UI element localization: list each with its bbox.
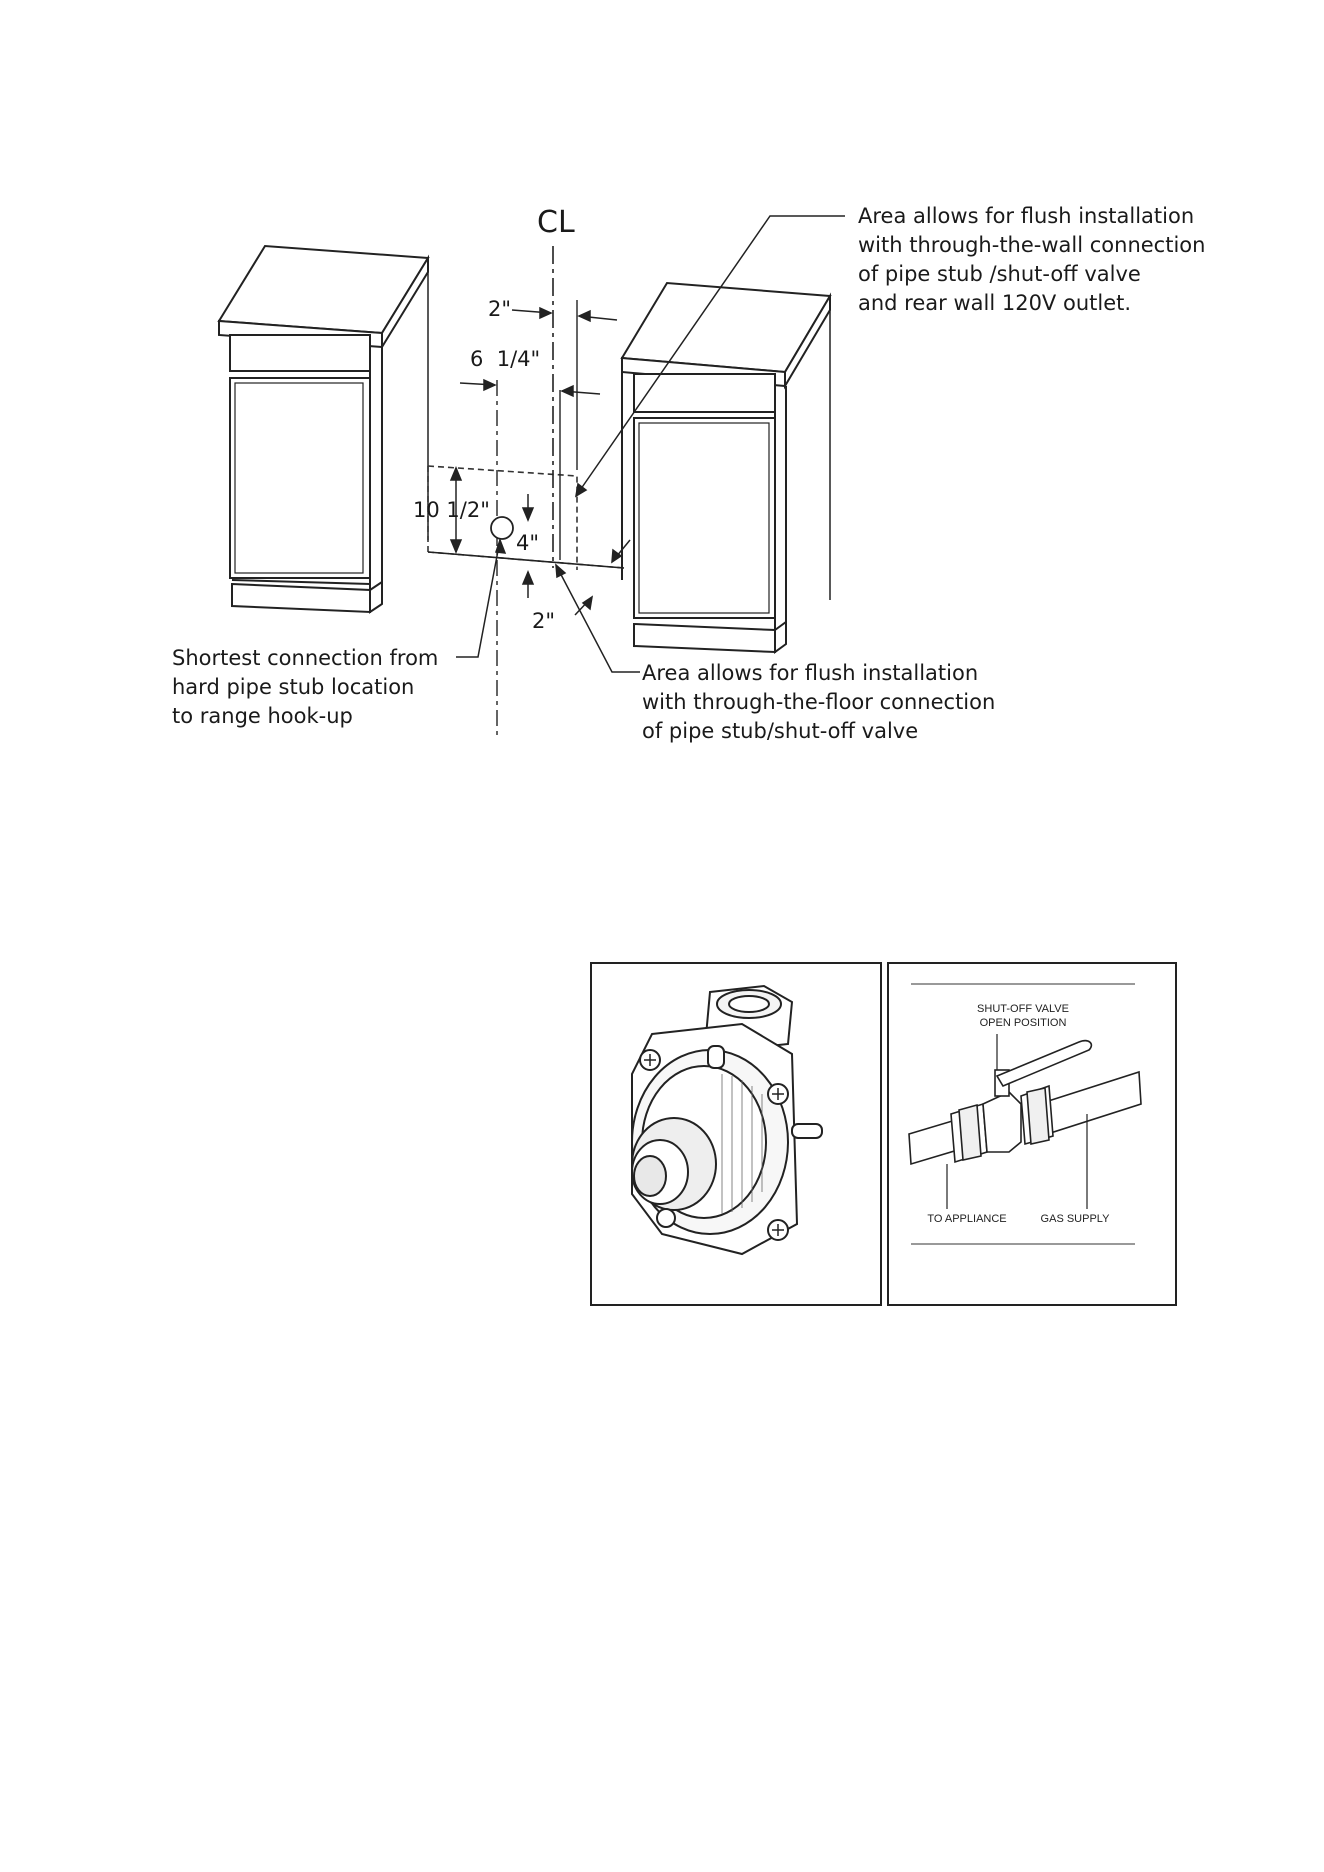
to-appliance-label: TO APPLIANCE (927, 1213, 1007, 1225)
right-cabinet (622, 283, 830, 652)
regulator-panel (590, 962, 882, 1306)
callout-floor-area (642, 661, 995, 743)
svg-text:Area allows for flush installa: Area allows for flush installation (858, 204, 1195, 228)
callout-wall-area (858, 204, 1205, 315)
centerline (537, 205, 575, 568)
svg-text:Area allows for flush installa: Area allows for flush installation (642, 661, 979, 685)
svg-text:of pipe stub /shut-off valve: of pipe stub /shut-off valve (858, 262, 1141, 286)
valve-title-line1: SHUT-OFF VALVE (977, 1003, 1069, 1015)
svg-text:with through-the-wall connecti: with through-the-wall connection (858, 233, 1206, 257)
svg-text:to range hook-up: to range hook-up (172, 704, 353, 728)
callout-shortest-connection (172, 646, 438, 728)
dim-stub-height: 4" (516, 531, 540, 555)
svg-text:and rear wall 120V outlet.: and rear wall 120V outlet. (858, 291, 1132, 315)
cabinet-installation-diagram (0, 0, 1324, 800)
svg-text:of pipe stub/shut-off valve: of pipe stub/shut-off valve (642, 719, 919, 743)
shutoff-valve-illustration (889, 964, 1175, 1304)
dim-wall-offset: 2" (488, 297, 512, 321)
left-cabinet (219, 246, 428, 612)
svg-text:Shortest connection from: Shortest connection from (172, 646, 439, 670)
svg-text:hard pipe stub location: hard pipe stub location (172, 675, 415, 699)
valve-title-line2: OPEN POSITION (979, 1017, 1067, 1029)
svg-text:with through-the-floor connect: with through-the-floor connection (642, 690, 996, 714)
dim-pipe-offset: 6 1/4" (470, 347, 541, 371)
dim-floor-offset: 2" (532, 609, 556, 633)
gas-supply-label: GAS SUPPLY (1040, 1213, 1110, 1225)
pressure-regulator-illustration (592, 964, 880, 1304)
dim-height-area: 10 1/2" (413, 498, 490, 522)
shutoff-valve-panel (887, 962, 1177, 1306)
pipe-stub-marker (491, 517, 513, 539)
centerline-symbol: CL (537, 205, 575, 240)
